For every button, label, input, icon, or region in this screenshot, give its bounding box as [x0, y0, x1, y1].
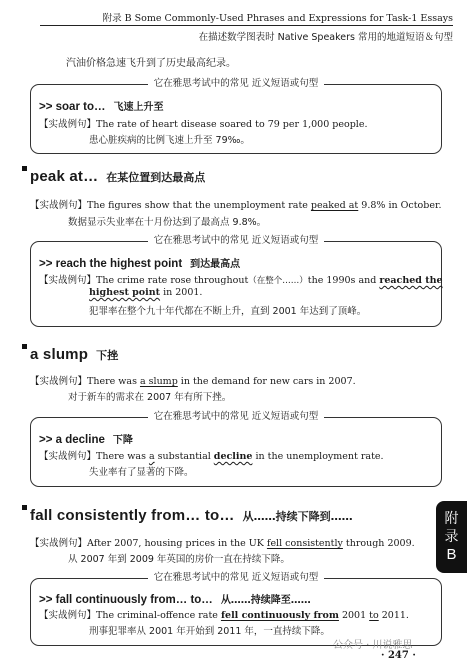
synonym-box-soar	[30, 78, 442, 154]
example-sentence: 【实战例句】The rate of heart disease soared to 79 per 1,000 people.	[39, 119, 368, 130]
example-sentence: 【实战例句】After 2007, housing prices in the UK fell consistently through 2009.	[30, 538, 415, 549]
synonym-phrase: >> fall continuously from… to… 从……持续降至……	[39, 594, 311, 606]
example-sentence: 【实战例句】The figures show that the unemployment rate peaked at 9.8% in October.	[30, 200, 442, 211]
example-translation: 失业率有了显著的下降。	[89, 467, 194, 478]
running-header	[40, 6, 453, 42]
section-bullet	[22, 166, 27, 171]
header-rule	[40, 25, 453, 26]
section-bullet	[22, 344, 27, 349]
page-number: · 247 ·	[381, 650, 416, 661]
header-subtitle: 在描述数学图表时 Native Speakers 常用的地道短语＆句型	[198, 32, 453, 43]
example-sentence: 【实战例句】The crime rate rose throughout（在整个……）the 1990s and reached the	[39, 275, 443, 286]
example-sentence: 【实战例句】There was a slump in the demand for new cars in 2007.	[30, 376, 356, 387]
section-heading-peak-at: peak at… 在某位置到达最高点	[22, 166, 205, 185]
synonym-phrase: >> a decline 下降	[39, 434, 133, 446]
appendix-side-tab: 附 录 B	[436, 501, 467, 573]
example-translation: 从 2007 年到 2009 年英国的房价一直在持续下降。	[68, 554, 290, 565]
box-caption: 它在雅思考试中的常见 近义短语或句型	[148, 78, 325, 89]
synonym-phrase: >> soar to… 飞速上升至	[39, 101, 164, 113]
box-caption: 它在雅思考试中的常见 近义短语或句型	[148, 235, 325, 246]
example-sentence: 【实战例句】There was a substantial decline in the unemployment rate.	[39, 451, 384, 462]
intro-translation: 汽油价格急速飞升到了历史最高纪录。	[66, 58, 236, 69]
box-caption: 它在雅思考试中的常见 近义短语或句型	[148, 411, 325, 422]
example-translation: 数据显示失业率在十月份达到了最高点 9.8%。	[68, 217, 267, 228]
synonym-phrase: >> reach the highest point 到达最高点	[39, 258, 241, 270]
section-bullet	[22, 505, 27, 510]
example-translation: 犯罪率在整个九十年代都在不断上升，直到 2001 年达到了顶峰。	[89, 306, 367, 317]
section-heading-fall-consistently: fall consistently from… to… 从……持续下降到……	[22, 505, 353, 524]
box-caption: 它在雅思考试中的常见 近义短语或句型	[148, 572, 325, 583]
synonym-box-a-decline	[30, 411, 442, 487]
header-title: 附录 B Some Commonly-Used Phrases and Expressions for Task-1 Essays	[102, 13, 453, 24]
watermark: 公众号 · 川说雅思	[333, 640, 413, 651]
synonym-box-reach-highest	[30, 235, 443, 327]
example-sentence: 【实战例句】The criminal-offence rate fell continuously from 2001 to 2011.	[39, 610, 409, 621]
example-translation: 对于新车的需求在 2007 年有所下挫。	[68, 392, 232, 403]
example-translation: 刑事犯罪率从 2001 年开始到 2011 年，一直持续下降。	[89, 626, 330, 637]
example-sentence-continued: highest point in 2001.	[89, 287, 203, 298]
example-translation: 患心脏疾病的比例飞速上升至 79‰。	[89, 135, 250, 146]
section-heading-a-slump: a slump 下挫	[22, 344, 118, 363]
